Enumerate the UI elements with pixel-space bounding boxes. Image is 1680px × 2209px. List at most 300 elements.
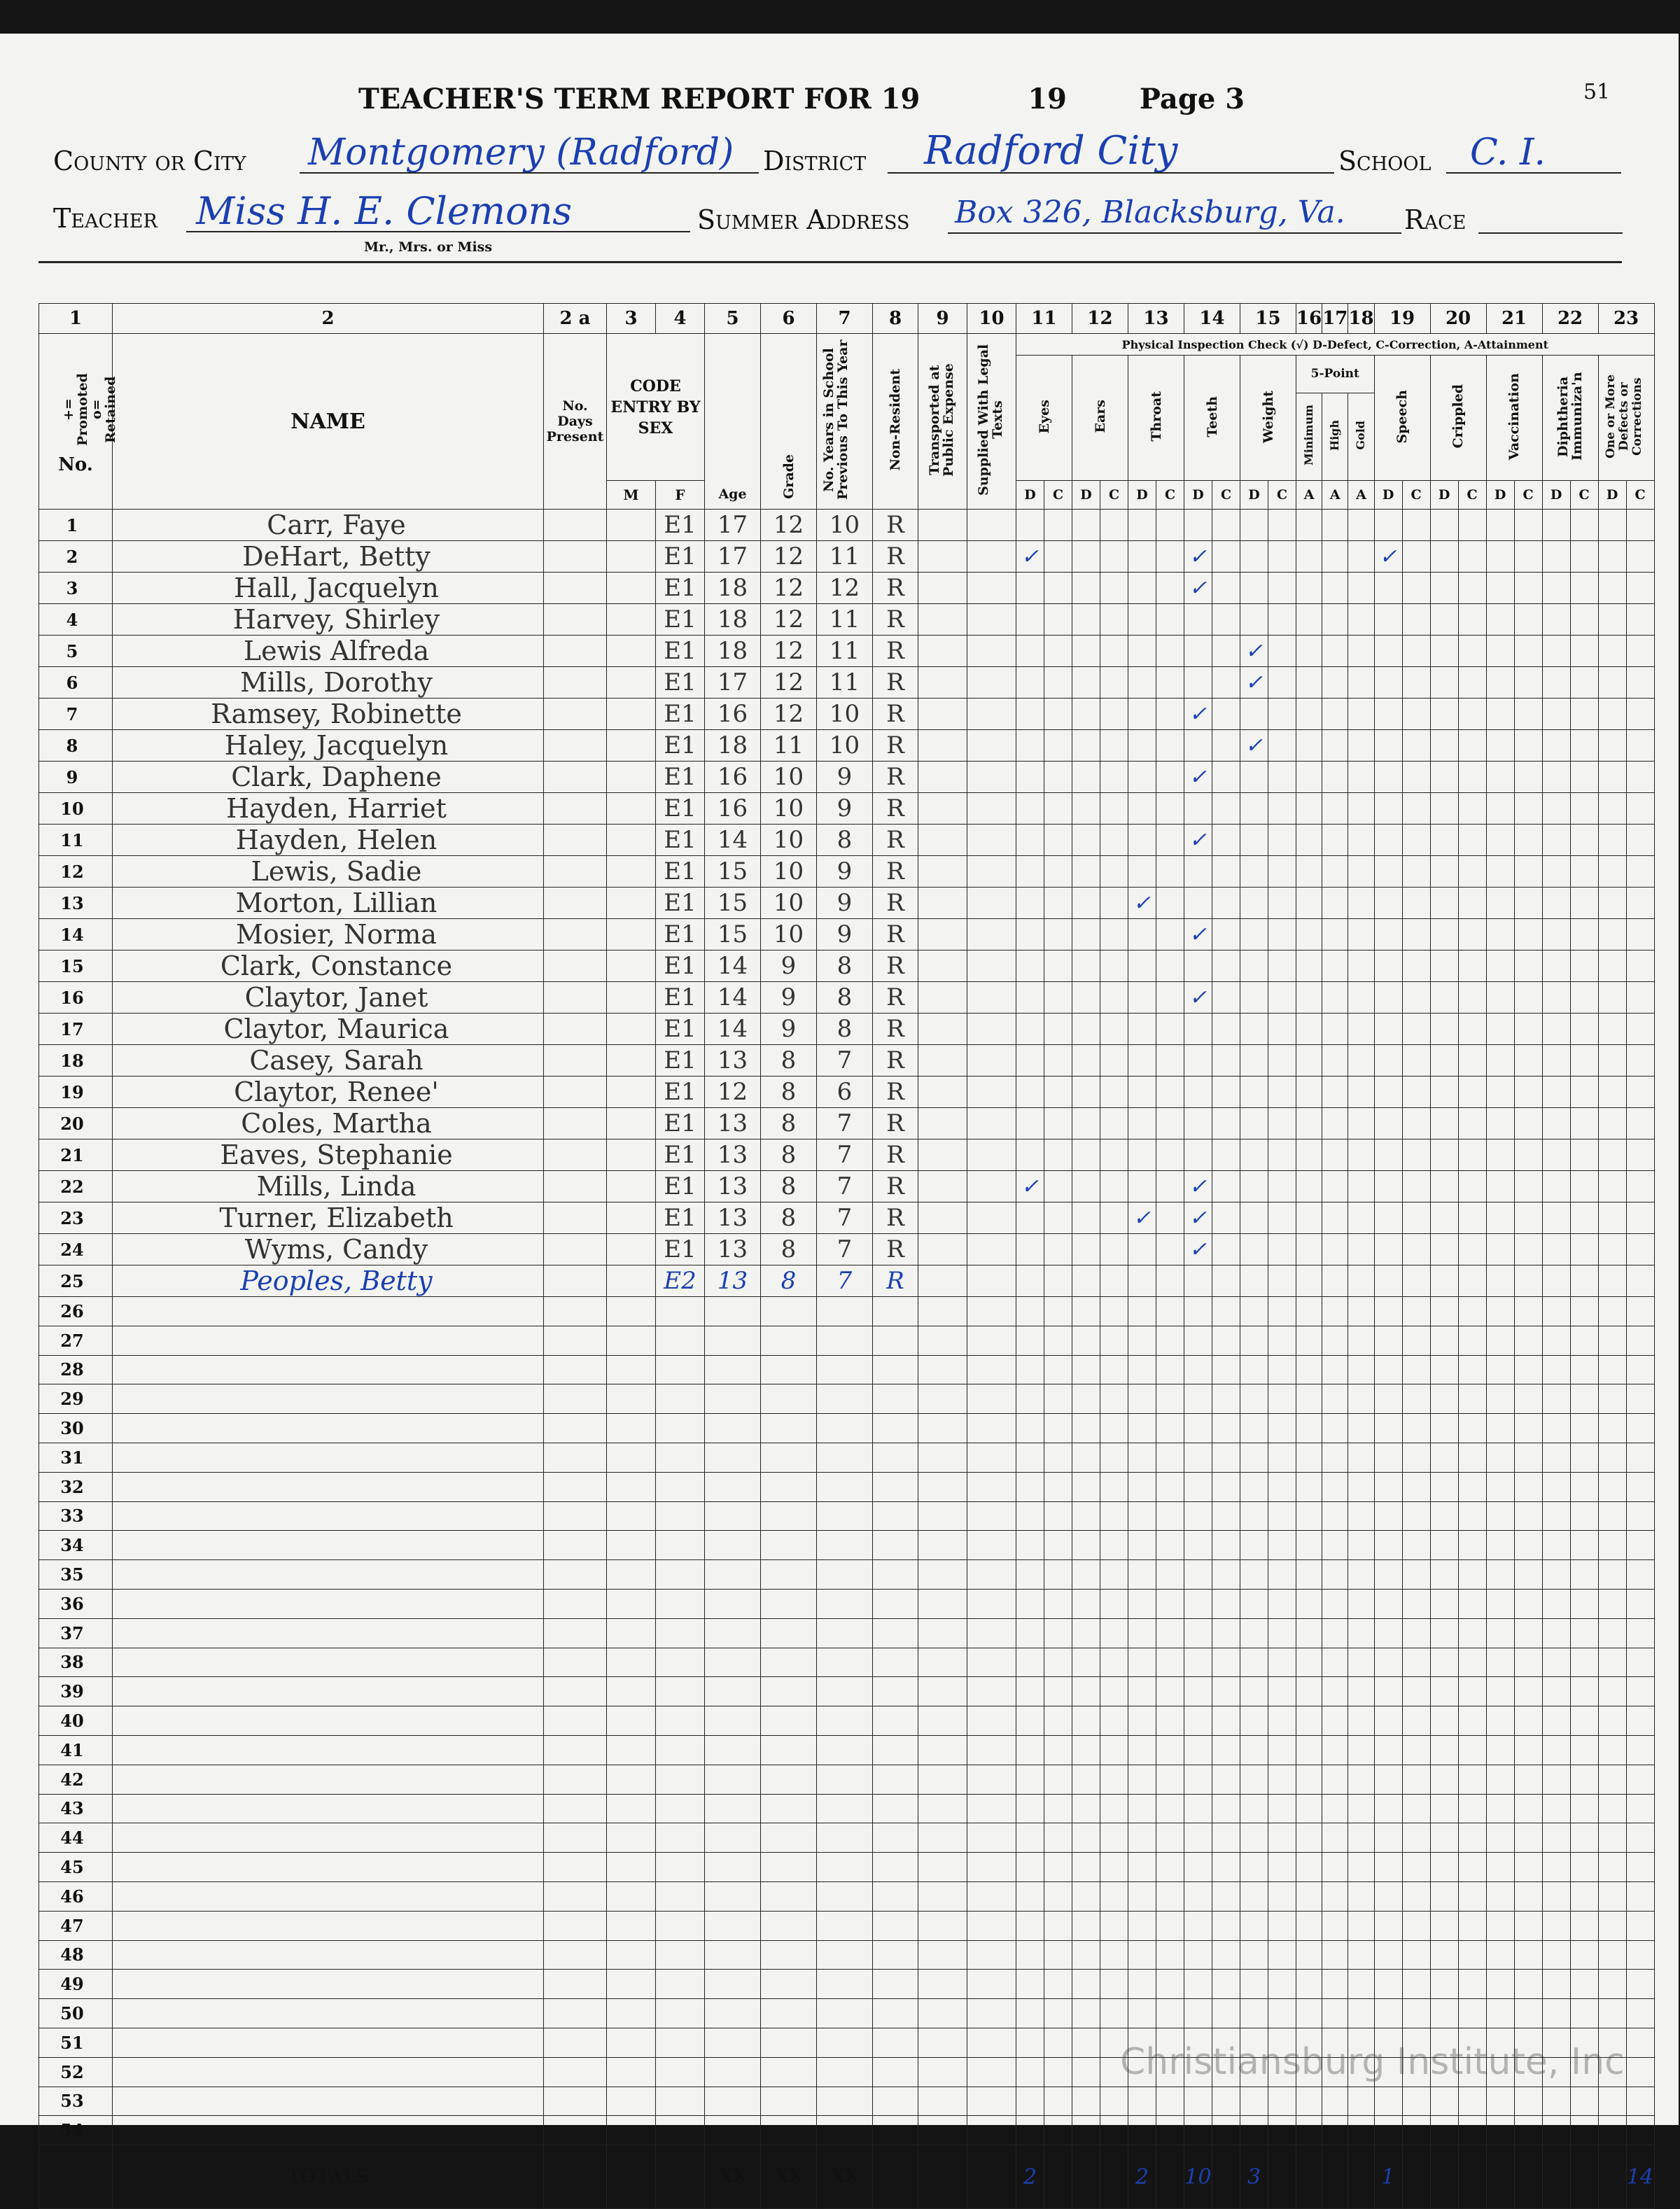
inspection-cell	[1402, 510, 1430, 541]
inspection-cell	[1430, 1265, 1458, 1297]
inspection-cell	[1044, 1077, 1072, 1108]
inspection-cell	[1514, 793, 1542, 825]
blank-cell	[1044, 1531, 1072, 1560]
blank-cell	[1156, 1823, 1184, 1853]
blank-cell	[1514, 1911, 1542, 1940]
code-f-cell: E1	[656, 510, 705, 541]
row-number: 16	[39, 982, 113, 1014]
blank-cell	[1598, 1881, 1626, 1911]
blank-cell	[967, 1443, 1016, 1472]
blank-cell	[1100, 1911, 1128, 1940]
blank-cell	[817, 1970, 873, 1999]
inspection-cell	[1542, 793, 1570, 825]
blank-cell	[967, 1765, 1016, 1794]
inspection-cell	[1458, 667, 1486, 699]
blank-cell	[1044, 2116, 1072, 2145]
blank-cell	[1542, 1940, 1570, 1970]
minimum-text: Minimum	[1302, 405, 1316, 466]
age-cell: 18	[705, 604, 761, 636]
blank-cell	[1156, 1735, 1184, 1765]
inspection-cell	[1268, 1202, 1296, 1234]
inspection-cell	[1240, 1108, 1268, 1139]
colnum-11: 11	[1016, 304, 1072, 334]
blank-cell	[761, 1560, 817, 1590]
dc-heading: C	[1156, 481, 1184, 510]
blank-cell	[1570, 1911, 1598, 1940]
inspection-cell	[1240, 1202, 1268, 1234]
inspection-cell	[1348, 951, 1374, 982]
blank-cell	[1374, 1618, 1402, 1648]
blank-cell	[1044, 2087, 1072, 2116]
blank-cell	[1570, 1384, 1598, 1414]
blank-cell	[113, 2057, 544, 2087]
inspection-cell	[1514, 1171, 1542, 1202]
blank-cell	[1100, 1297, 1128, 1326]
blank-cell	[873, 1881, 918, 1911]
blank-cell	[1348, 1443, 1374, 1472]
blank-cell	[607, 1823, 656, 1853]
blank-cell	[1348, 1677, 1374, 1706]
inspection-cell	[1598, 951, 1626, 982]
inspection-cell	[1072, 856, 1100, 888]
blank-cell	[1570, 1326, 1598, 1355]
blank-cell	[1402, 1472, 1430, 1501]
resident-cell: R	[873, 919, 918, 951]
resident-cell: R	[873, 951, 918, 982]
blank-cell	[1570, 1765, 1598, 1794]
promoted-key: += Promoted o= Retained	[61, 373, 118, 446]
inspection-cell	[1430, 604, 1458, 636]
age-cell: 15	[705, 919, 761, 951]
school-rule	[1446, 172, 1621, 174]
code-f-cell: E1	[656, 919, 705, 951]
blank-cell	[1128, 1881, 1156, 1911]
blank-cell	[705, 1618, 761, 1648]
inspection-cell	[1458, 1139, 1486, 1171]
blank-cell	[873, 2057, 918, 2087]
blank-cell	[1016, 1326, 1044, 1355]
blank-cell	[1322, 1355, 1348, 1384]
blank-cell	[1184, 1823, 1212, 1853]
inspection-cell	[1348, 856, 1374, 888]
totals-blank	[1348, 2145, 1374, 2209]
supplied-cell	[967, 510, 1016, 541]
colnum-5: 5	[705, 304, 761, 334]
inspection-cell	[1044, 1265, 1072, 1297]
inspection-cell	[1322, 762, 1348, 793]
inspection-cell	[1128, 1139, 1156, 1171]
blank-cell	[1268, 1560, 1296, 1590]
row-number: 33	[39, 1501, 113, 1531]
inspection-cell	[1402, 541, 1430, 573]
blank-cell	[1156, 2116, 1184, 2145]
inspection-cell	[1626, 951, 1654, 982]
blank-row	[39, 1823, 1655, 1853]
age-cell: 16	[705, 793, 761, 825]
blank-cell	[1044, 1648, 1072, 1677]
colnum-10: 10	[967, 304, 1016, 334]
blank-cell	[918, 1384, 967, 1414]
inspection-cell	[1430, 919, 1458, 951]
supplied-cell	[967, 1077, 1016, 1108]
blank-cell	[817, 1589, 873, 1618]
inspection-cell	[1486, 982, 1514, 1014]
blank-cell	[817, 1940, 873, 1970]
blank-cell	[1044, 1853, 1072, 1882]
inspection-cell	[1570, 1234, 1598, 1265]
blank-cell	[817, 2028, 873, 2057]
speech-heading	[1374, 356, 1430, 481]
student-name: Harvey, Shirley	[113, 604, 544, 636]
code-m-cell	[607, 888, 656, 919]
blank-cell	[1212, 1940, 1240, 1970]
inspection-cell	[1402, 573, 1430, 604]
inspection-cell	[1212, 825, 1240, 856]
blank-cell	[1100, 1970, 1128, 1999]
blank-cell	[918, 1355, 967, 1384]
blank-cell	[544, 1384, 607, 1414]
inspection-cell	[1128, 1171, 1156, 1202]
colnum-8: 8	[873, 304, 918, 334]
inspection-cell	[1486, 919, 1514, 951]
inspection-cell	[1402, 919, 1430, 951]
blank-cell	[918, 1823, 967, 1853]
blank-cell	[873, 1384, 918, 1414]
throat-heading	[1128, 356, 1184, 481]
blank-cell	[1458, 1326, 1486, 1355]
years-cell: 7	[817, 1171, 873, 1202]
blank-cell	[873, 1472, 918, 1501]
student-row	[39, 1234, 1655, 1265]
inspection-cell	[1598, 730, 1626, 762]
inspection-cell	[1128, 573, 1156, 604]
blank-cell	[1016, 2087, 1044, 2116]
blank-row	[39, 1589, 1655, 1618]
inspection-cell	[1348, 762, 1374, 793]
student-name: Lewis, Sadie	[113, 856, 544, 888]
inspection-cell	[1626, 1202, 1654, 1234]
blank-cell	[761, 1881, 817, 1911]
code-f-cell: E1	[656, 825, 705, 856]
title-year-2: 19	[1028, 83, 1067, 115]
blank-cell	[1570, 1794, 1598, 1823]
blank-cell	[1296, 1706, 1322, 1736]
student-row	[39, 667, 1655, 699]
blank-cell	[544, 1940, 607, 1970]
blank-cell	[1598, 1970, 1626, 1999]
blank-cell	[761, 2057, 817, 2087]
page-label: Page 3	[1139, 83, 1245, 115]
blank-cell	[1240, 1794, 1268, 1823]
blank-cell	[1458, 1765, 1486, 1794]
inspection-cell	[1486, 1234, 1514, 1265]
blank-cell	[1212, 1677, 1240, 1706]
blank-cell	[1402, 1443, 1430, 1472]
blank-cell	[1402, 1999, 1430, 2028]
blank-cell	[1626, 1999, 1654, 2028]
inspection-cell	[1296, 604, 1322, 636]
blank-cell	[1486, 1355, 1514, 1384]
blank-cell	[1542, 1911, 1570, 1940]
blank-cell	[1402, 1618, 1430, 1648]
blank-cell	[1212, 1355, 1240, 1384]
days-present-text: No. Days Present	[546, 398, 604, 444]
inspection-cell	[1542, 667, 1570, 699]
blank-cell	[1212, 1823, 1240, 1853]
age-cell: 13	[705, 1171, 761, 1202]
blank-cell	[1128, 1970, 1156, 1999]
blank-cell	[705, 2028, 761, 2057]
blank-cell	[1268, 1618, 1296, 1648]
blank-cell	[705, 1355, 761, 1384]
age-cell: 13	[705, 1139, 761, 1171]
code-m-cell	[607, 856, 656, 888]
f-heading: F	[656, 481, 705, 510]
blank-cell	[1016, 1881, 1044, 1911]
blank-cell	[1322, 1853, 1348, 1882]
totals-blank	[1570, 2145, 1598, 2209]
ears-text: Ears	[1092, 400, 1108, 433]
inspection-cell	[1402, 667, 1430, 699]
inspection-cell	[1044, 604, 1072, 636]
blank-row	[39, 1297, 1655, 1326]
blank-cell	[761, 1326, 817, 1355]
inspection-cell	[1268, 1234, 1296, 1265]
inspection-cell	[1268, 888, 1296, 919]
throat-text: Throat	[1148, 391, 1164, 442]
blank-cell	[1240, 1297, 1268, 1326]
inspection-cell	[1486, 1202, 1514, 1234]
blank-cell	[1184, 1881, 1212, 1911]
inspection-cell	[1430, 730, 1458, 762]
inspection-cell	[1626, 541, 1654, 573]
inspection-cell	[1348, 604, 1374, 636]
inspection-cell	[1240, 982, 1268, 1014]
inspection-cell	[1542, 541, 1570, 573]
county-rule	[300, 172, 759, 174]
blank-cell	[1212, 1501, 1240, 1531]
inspection-cell	[1514, 1014, 1542, 1045]
blank-cell	[1016, 1501, 1044, 1531]
blank-cell	[1156, 1501, 1184, 1531]
blank-cell	[1322, 1443, 1348, 1472]
inspection-cell	[1322, 1014, 1348, 1045]
totals-blank	[1044, 2145, 1072, 2209]
inspection-cell	[1598, 1045, 1626, 1077]
inspection-cell	[1374, 1139, 1402, 1171]
inspection-cell	[1374, 919, 1402, 951]
blank-cell	[761, 1501, 817, 1531]
inspection-cell	[1044, 951, 1072, 982]
inspection-cell	[1212, 699, 1240, 730]
row-number: 19	[39, 1077, 113, 1108]
crippled-heading	[1430, 356, 1486, 481]
blank-cell	[607, 2028, 656, 2057]
inspection-cell	[1322, 636, 1348, 667]
inspection-cell	[1598, 1234, 1626, 1265]
blank-cell	[544, 1911, 607, 1940]
inspection-cell	[1626, 667, 1654, 699]
blank-cell	[1458, 1970, 1486, 1999]
blank-cell	[1128, 1589, 1156, 1618]
blank-cell	[1156, 1618, 1184, 1648]
blank-cell	[1100, 2087, 1128, 2116]
blank-cell	[1044, 1297, 1072, 1326]
blank-cell	[1016, 1911, 1044, 1940]
blank-cell	[656, 2028, 705, 2057]
blank-cell	[1240, 1940, 1268, 1970]
transported-cell	[918, 825, 967, 856]
years-cell: 10	[817, 510, 873, 541]
blank-cell	[1184, 1677, 1212, 1706]
blank-cell	[761, 1911, 817, 1940]
inspection-cell	[1374, 793, 1402, 825]
inspection-cell	[1458, 762, 1486, 793]
colnum-16: 16	[1296, 304, 1322, 334]
blank-cell	[1348, 1853, 1374, 1882]
check-mark: ✓	[1184, 541, 1212, 573]
colnum-7: 7	[817, 304, 873, 334]
blank-cell	[1100, 1853, 1128, 1882]
blank-cell	[1598, 1501, 1626, 1531]
blank-cell	[1016, 1706, 1044, 1736]
blank-cell	[1374, 1355, 1402, 1384]
inspection-cell	[1100, 667, 1128, 699]
blank-cell	[1240, 1326, 1268, 1355]
transported-cell	[918, 793, 967, 825]
blank-cell	[656, 1677, 705, 1706]
inspection-cell	[1458, 825, 1486, 856]
blank-cell	[873, 1677, 918, 1706]
inspection-cell	[1240, 762, 1268, 793]
blank-cell	[1296, 1531, 1322, 1560]
days-present-cell	[544, 951, 607, 982]
blank-cell	[817, 2087, 873, 2116]
transported-cell	[918, 1014, 967, 1045]
inspection-cell	[1322, 1077, 1348, 1108]
blank-cell	[1016, 1384, 1044, 1414]
student-row	[39, 888, 1655, 919]
grade-cell: 8	[761, 1171, 817, 1202]
blank-cell	[1430, 1297, 1458, 1326]
blank-cell	[1626, 1297, 1654, 1326]
inspection-cell	[1044, 825, 1072, 856]
inspection-cell	[1016, 730, 1044, 762]
blank-cell	[1486, 1443, 1514, 1472]
dc-heading: C	[1570, 481, 1598, 510]
transported-cell	[918, 1234, 967, 1265]
blank-cell	[1044, 2028, 1072, 2057]
blank-cell	[705, 1765, 761, 1794]
blank-row	[39, 1706, 1655, 1736]
blank-cell	[761, 1443, 817, 1472]
blank-row	[39, 2116, 1655, 2145]
inspection-cell	[1402, 1045, 1430, 1077]
totals-blank	[1402, 2145, 1430, 2209]
blank-cell	[656, 1970, 705, 1999]
blank-cell	[1072, 1618, 1100, 1648]
inspection-cell	[1486, 667, 1514, 699]
inspection-cell	[1044, 699, 1072, 730]
row-number: 9	[39, 762, 113, 793]
blank-row	[39, 1853, 1655, 1882]
blank-cell	[113, 1648, 544, 1677]
blank-cell	[113, 1735, 544, 1765]
row-number: 17	[39, 1014, 113, 1045]
years-cell: 9	[817, 888, 873, 919]
inspection-cell	[1296, 1202, 1322, 1234]
blank-cell	[1458, 1735, 1486, 1765]
blank-cell	[1626, 2057, 1654, 2087]
blank-cell	[1072, 1501, 1100, 1531]
blank-cell	[1156, 1940, 1184, 1970]
blank-cell	[544, 1706, 607, 1736]
vaccination-heading	[1486, 356, 1542, 481]
blank-cell	[918, 1326, 967, 1355]
blank-cell	[1156, 1414, 1184, 1443]
student-row	[39, 1014, 1655, 1045]
row-number: 24	[39, 1234, 113, 1265]
inspection-cell	[1296, 1045, 1322, 1077]
blank-cell	[1598, 1297, 1626, 1326]
inspection-cell	[1402, 1202, 1430, 1234]
inspection-cell	[1212, 730, 1240, 762]
blank-cell	[1156, 1706, 1184, 1736]
blank-cell	[544, 1618, 607, 1648]
inspection-cell	[1268, 510, 1296, 541]
blank-cell	[1402, 1589, 1430, 1618]
dc-heading: D	[1128, 481, 1156, 510]
supplied-cell	[967, 982, 1016, 1014]
blank-cell	[967, 1735, 1016, 1765]
blank-cell	[544, 2028, 607, 2057]
inspection-cell	[1240, 699, 1268, 730]
student-row	[39, 919, 1655, 951]
inspection-cell	[1626, 1014, 1654, 1045]
blank-cell	[607, 1618, 656, 1648]
blank-cell	[1430, 1443, 1458, 1472]
inspection-cell	[1240, 919, 1268, 951]
blank-cell	[1184, 1618, 1212, 1648]
blank-cell	[1626, 1765, 1654, 1794]
blank-cell	[873, 1735, 918, 1765]
blank-cell	[544, 1326, 607, 1355]
inspection-cell	[1044, 982, 1072, 1014]
inspection-cell	[1240, 1171, 1268, 1202]
blank-cell	[113, 2028, 544, 2057]
inspection-cell	[1044, 1045, 1072, 1077]
inspection-cell	[1100, 1077, 1128, 1108]
inspection-cell	[1100, 919, 1128, 951]
years-cell: 11	[817, 541, 873, 573]
inspection-cell	[1100, 856, 1128, 888]
blank-cell	[873, 1970, 918, 1999]
inspection-cell	[1212, 541, 1240, 573]
blank-cell	[817, 2116, 873, 2145]
blank-cell	[817, 1326, 873, 1355]
inspection-cell	[1598, 699, 1626, 730]
blank-cell	[918, 2116, 967, 2145]
inspection-cell	[1514, 825, 1542, 856]
blank-cell	[1598, 2116, 1626, 2145]
inspection-cell	[1348, 541, 1374, 573]
inspection-cell	[1626, 762, 1654, 793]
inspection-cell	[1128, 636, 1156, 667]
blank-row	[39, 1970, 1655, 1999]
blank-cell	[656, 1648, 705, 1677]
blank-cell	[1128, 1560, 1156, 1590]
blank-cell	[967, 1706, 1016, 1736]
